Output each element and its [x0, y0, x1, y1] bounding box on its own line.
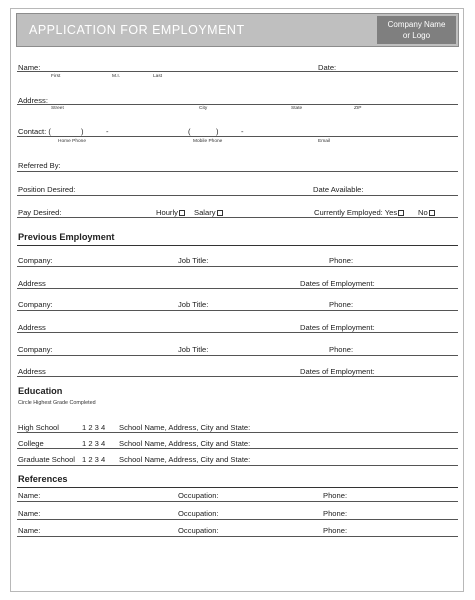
contact-line[interactable]	[17, 136, 458, 137]
references-heading: References	[18, 474, 68, 484]
pay-desired-label: Pay Desired:	[18, 208, 62, 217]
hourly-checkbox[interactable]	[179, 210, 185, 216]
employer-2-company-line[interactable]	[17, 310, 458, 311]
employer-1-dates-label: Dates of Employment:	[300, 279, 375, 288]
employer-2-company-label: Company:	[18, 300, 53, 309]
edu-high-school-label: High School	[18, 423, 59, 432]
name-line[interactable]	[17, 71, 458, 72]
employer-1-address-line[interactable]	[17, 288, 458, 289]
edu-graduate-label: Graduate School	[18, 455, 75, 464]
edu-college-line[interactable]	[17, 448, 458, 449]
reference-2-name-label: Name:	[18, 509, 41, 518]
reference-3-phone-label: Phone:	[323, 526, 348, 535]
address-line[interactable]	[17, 104, 458, 105]
reference-2-occupation-label: Occupation:	[178, 509, 219, 518]
employer-3-address-line[interactable]	[17, 376, 458, 377]
employer-1-job-title-label: Job Title:	[178, 256, 209, 265]
edu-graduate-grades[interactable]: 1 2 3 4	[82, 455, 106, 464]
employer-2-dates-label: Dates of Employment:	[300, 323, 375, 332]
employed-yes-option[interactable]	[314, 208, 404, 217]
salary-label: Salary	[194, 208, 216, 217]
form-header	[16, 13, 459, 47]
edu-college-school-label: School Name, Address, City and State:	[119, 439, 251, 448]
date-label: Date:	[318, 63, 337, 72]
reference-2-phone-label: Phone:	[323, 509, 348, 518]
employer-2-address-line[interactable]	[17, 332, 458, 333]
mobile-paren-open: (	[188, 127, 191, 136]
employer-2-phone-label: Phone:	[329, 300, 354, 309]
mi-sublabel: M.I.	[112, 74, 120, 79]
currently-employed-label: Currently Employed: Yes	[314, 208, 398, 217]
home-paren-close: )	[81, 127, 84, 136]
employer-1-address-label: Address	[18, 279, 46, 288]
referred-by-line[interactable]	[17, 171, 458, 172]
home-phone-sublabel: Home Phone	[58, 139, 86, 144]
no-label: No	[418, 208, 428, 217]
employed-no-option[interactable]	[418, 208, 435, 217]
employer-3-dates-label: Dates of Employment:	[300, 367, 375, 376]
mobile-dash: -	[241, 127, 244, 136]
edu-college-label: College	[18, 439, 44, 448]
previous-employment-heading: Previous Employment	[18, 232, 115, 242]
date-available-label: Date Available:	[313, 185, 364, 194]
reference-1-line[interactable]	[17, 501, 458, 502]
employer-1-phone-label: Phone:	[329, 256, 354, 265]
employer-3-company-line[interactable]	[17, 355, 458, 356]
employer-2-job-title-label: Job Title:	[178, 300, 209, 309]
edu-high-school-line[interactable]	[17, 432, 458, 433]
employer-1-company-label: Company:	[18, 256, 53, 265]
application-form	[10, 8, 464, 592]
employed-no-checkbox[interactable]	[429, 210, 435, 216]
city-sublabel: City	[199, 106, 208, 111]
form-title: APPLICATION FOR EMPLOYMENT	[29, 23, 245, 37]
education-note: Circle Highest Grade Completed	[18, 400, 96, 406]
reference-1-phone-label: Phone:	[323, 491, 348, 500]
edu-high-school-grades[interactable]: 1 2 3 4	[82, 423, 106, 432]
reference-3-name-label: Name:	[18, 526, 41, 535]
references-divider	[17, 487, 458, 488]
salary-option[interactable]	[194, 208, 223, 217]
name-label: Name:	[18, 63, 41, 72]
mobile-phone-sublabel: Mobile Phone	[193, 139, 223, 144]
mobile-paren-close: )	[216, 127, 219, 136]
email-sublabel: Email	[318, 139, 330, 144]
reference-1-occupation-label: Occupation:	[178, 491, 219, 500]
employer-3-address-label: Address	[18, 367, 46, 376]
employer-3-phone-label: Phone:	[329, 345, 354, 354]
hourly-label: Hourly	[156, 208, 178, 217]
reference-1-name-label: Name:	[18, 491, 41, 500]
edu-college-grades[interactable]: 1 2 3 4	[82, 439, 106, 448]
reference-3-occupation-label: Occupation:	[178, 526, 219, 535]
address-label: Address:	[18, 96, 48, 105]
edu-graduate-line[interactable]	[17, 465, 458, 466]
last-sublabel: Last	[153, 74, 163, 79]
employer-2-address-label: Address	[18, 323, 46, 332]
street-sublabel: Street	[51, 106, 64, 111]
pay-line[interactable]	[17, 217, 458, 218]
hourly-option[interactable]	[156, 208, 185, 217]
home-dash: -	[106, 127, 109, 136]
first-sublabel: First	[51, 74, 61, 79]
employer-3-job-title-label: Job Title:	[178, 345, 209, 354]
employer-1-company-line[interactable]	[17, 266, 458, 267]
state-sublabel: State	[291, 106, 303, 111]
salary-checkbox[interactable]	[217, 210, 223, 216]
zip-sublabel: ZIP	[354, 106, 362, 111]
referred-by-label: Referred By:	[18, 161, 61, 170]
employed-yes-checkbox[interactable]	[398, 210, 404, 216]
company-logo-placeholder	[377, 16, 456, 44]
employer-3-company-label: Company:	[18, 345, 53, 354]
edu-graduate-school-label: School Name, Address, City and State:	[119, 455, 251, 464]
reference-3-line[interactable]	[17, 536, 458, 537]
logo-line-1: Company Name	[387, 20, 446, 29]
position-line[interactable]	[17, 195, 458, 196]
education-heading: Education	[18, 386, 63, 396]
position-desired-label: Position Desired:	[18, 185, 76, 194]
logo-line-2: or Logo	[402, 31, 431, 40]
contact-label: Contact: (	[18, 127, 51, 136]
edu-high-school-school-label: School Name, Address, City and State:	[119, 423, 251, 432]
reference-2-line[interactable]	[17, 519, 458, 520]
previous-employment-divider	[17, 245, 458, 246]
